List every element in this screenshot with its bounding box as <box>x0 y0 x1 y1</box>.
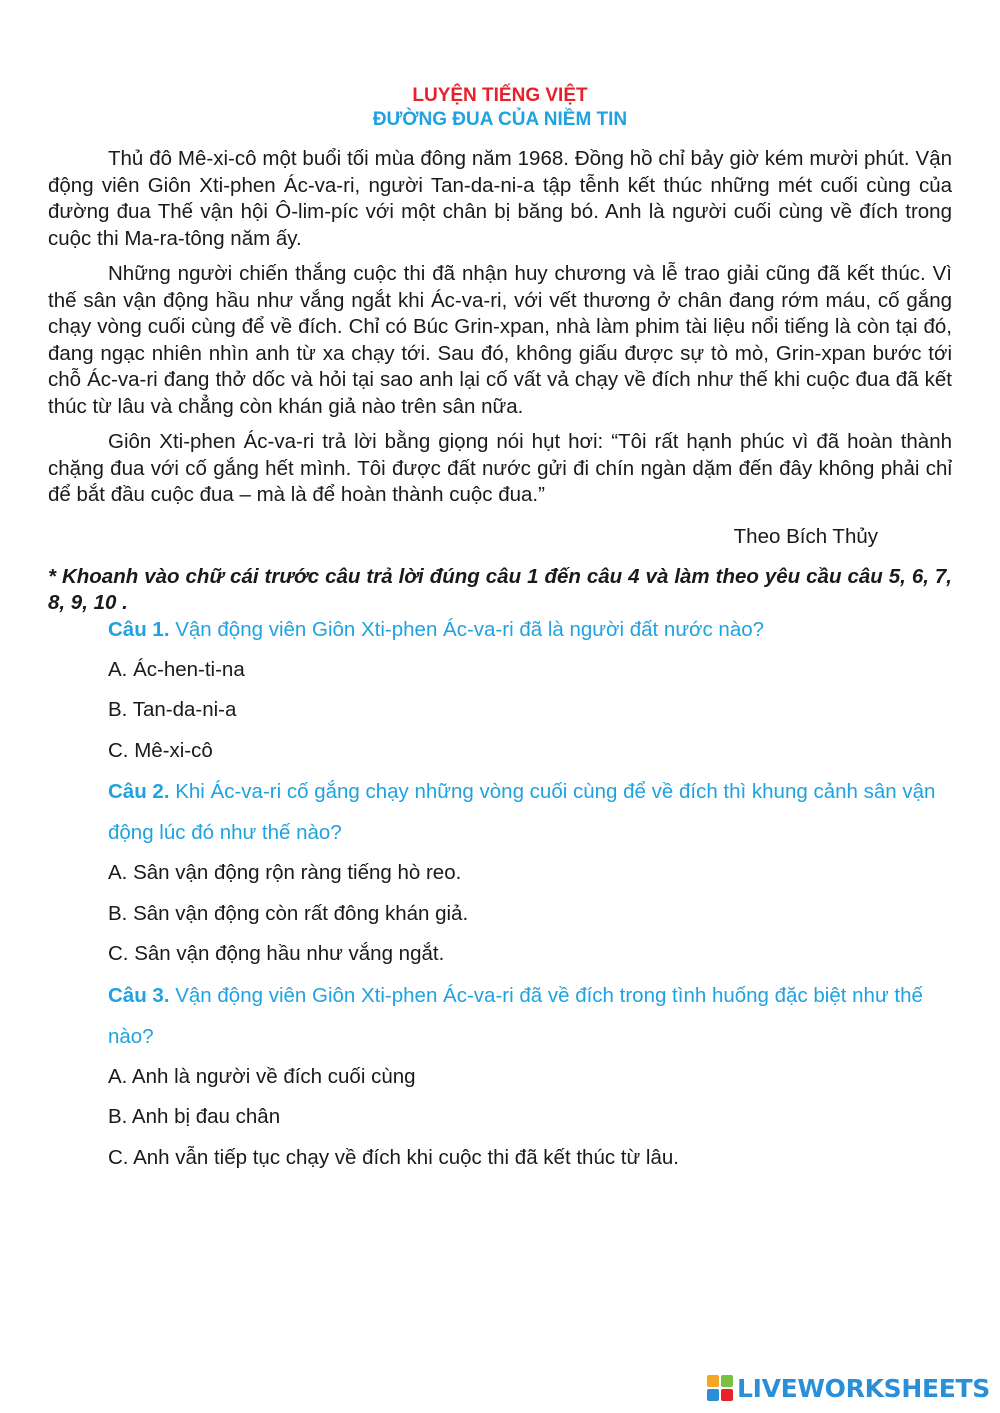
liveworksheets-logo-icon <box>707 1375 733 1401</box>
question-text: Khi Ác-va-ri cố gắng chạy những vòng cuối cùng để về đích thì khung cảnh sân vận động lúc đó như thế nào? <box>108 780 936 844</box>
answer-option-2c[interactable]: C. Sân vận động hầu như vắng ngắt. <box>108 942 445 965</box>
question-1 <box>108 609 952 650</box>
passage-paragraph-2: Những người chiến thắng cuộc thi đã nhận huy chương và lễ trao giải cũng đã kết thúc. Vì thế sân vận động hầu như vắng ngắt khi Ác-va-ri, với vết thương ở chân đang rớm máu, cố gắng chạy vòng cuối cùng để về đích. Chỉ có Búc Grin-xpan, nhà làm phim tài liệu nổi tiếng là còn tại đó, đang ngạc nhiên nhìn anh từ xa chạy tới. Sau đó, không giấu được sự tò mò, Grin-xpan bước tới chỗ Ác-va-ri đang thở dốc và hỏi tại sao anh lại cố vất vả chạy về đích như thế khi cuộc đua đã kết thúc từ lâu và chẳng còn khán giả nào trên sân nữa. <box>48 262 952 418</box>
question-text: Vận động viên Giôn Xti-phen Ác-va-ri đã về đích trong tình huống đặc biệt như thế nào? <box>108 983 923 1048</box>
passage-title: ĐƯỜNG ĐUA CỦA NIỀM TIN <box>372 109 628 130</box>
instruction-text: * Khoanh vào chữ cái trước câu trả lời đúng câu 1 đến câu 4 và làm theo yêu cầu câu 5, 6, 7, 8, 9, 10 . <box>48 564 952 614</box>
answer-option-3a[interactable]: A. Anh là người về đích cuối cùng <box>108 1064 416 1088</box>
liveworksheets-logo-text: LIVEWORKSHEETS <box>736 1373 990 1403</box>
question-number: Câu 1. <box>108 617 170 641</box>
answer-option-2b[interactable]: B. Sân vận động còn rất đông khán giả. <box>108 901 469 925</box>
logo-square-icon <box>721 1389 733 1401</box>
answer-option-3c[interactable]: C. Anh vẫn tiếp tục chạy về đích khi cuộc thi đã kết thúc từ lâu. <box>108 1145 679 1169</box>
answer-option-1c[interactable]: C. Mê-xi-cô <box>108 738 213 762</box>
question-number: Câu 3. <box>108 983 170 1007</box>
question-2 <box>108 771 952 853</box>
answer-option-1b[interactable]: B. Tan-da-ni-a <box>108 698 237 721</box>
question-number: Câu 2. <box>108 780 170 803</box>
worksheet-page <box>48 0 952 1178</box>
question-block-1 <box>48 609 952 772</box>
question-block-2 <box>48 771 952 975</box>
worksheet-subject-title: LUYỆN TIẾNG VIỆT <box>412 85 588 106</box>
passage-source: Theo Bích Thủy <box>733 524 878 548</box>
answer-option-1a[interactable]: A. Ác-hen-ti-na <box>108 657 245 681</box>
passage-paragraph-3: Giôn Xti-phen Ác-va-ri trả lời bằng giọng nói hụt hơi: “Tôi rất hạnh phúc vì đã hoàn thành chặng đua với cố gắng hết mình. Tôi được đất nước gửi đi chín ngàn dặm đến đây không phải chỉ để bắt đầu cuộc đua – mà là để hoàn thành cuộc đua.” <box>48 430 952 506</box>
question-3 <box>108 975 952 1057</box>
logo-square-icon <box>707 1375 719 1387</box>
answer-option-3b[interactable]: B. Anh bị đau chân <box>108 1105 281 1128</box>
logo-square-icon <box>721 1375 733 1387</box>
question-block-3 <box>48 975 952 1179</box>
passage-paragraph-1: Thủ đô Mê-xi-cô một buổi tối mùa đông năm 1968. Đồng hồ chỉ bảy giờ kém mười phút. Vận động viên Giôn Xti-phen Ác-va-ri, người Tan-da-ni-a tập tễnh kết thúc những mét cuối cùng của đường đua Thế vận hội Ô-lim-píc với một chân bị băng bó. Anh là người cuối cùng về đích trong cuộc thi Ma-ra-tông năm ấy. <box>48 147 952 250</box>
question-text: Vận động viên Giôn Xti-phen Ác-va-ri đã là người đất nước nào? <box>169 617 765 641</box>
liveworksheets-logo[interactable] <box>707 1371 990 1405</box>
logo-square-icon <box>707 1389 719 1401</box>
answer-option-2a[interactable]: A. Sân vận động rộn ràng tiếng hò reo. <box>108 861 462 884</box>
